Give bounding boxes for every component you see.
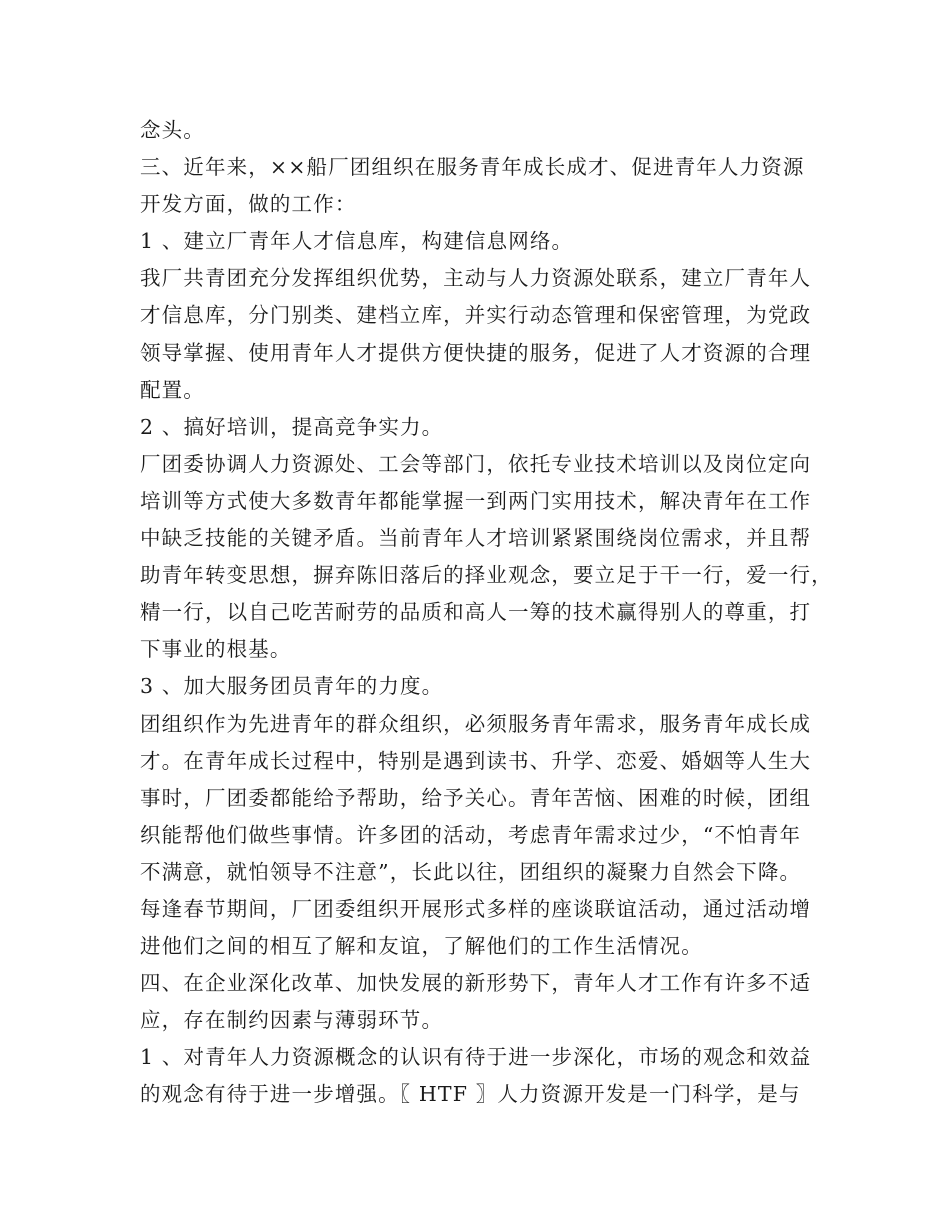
section-heading: 三、近年来，××船厂团组织在服务青年成长成才、促进青年人力资源 [140, 155, 805, 180]
section-heading-continued: 开发方面，做的工作： [140, 192, 357, 217]
text-line: 念头。 [140, 118, 205, 142]
text-line: 配置。 [140, 377, 205, 402]
text-line: 中缺乏技能的关键矛盾。当前青年人才培训紧紧围绕岗位需求，并且帮 [140, 526, 812, 551]
text-line: 织能帮他们做些事情。许多团的活动，考虑青年需求过少，“不怕青年 [140, 822, 802, 847]
text-line: 领导掌握、使用青年人才提供方便快捷的服务，促进了人才资源的合理 [140, 340, 812, 365]
subsection-heading: 2 、搞好培训，提高竞争实力。 [140, 414, 444, 439]
document-body [140, 112, 833, 1114]
text-line: 精一行，以自己吃苦耐劳的品质和高人一筹的技术赢得别人的尊重，打 [140, 600, 812, 625]
subsection-heading: 1 、建立厂青年人才信息库，构建信息网络。 [140, 229, 574, 254]
text-line: 团组织作为先进青年的群众组织，必须服务青年需求，服务青年成长成 [140, 711, 812, 736]
text-line: 每逢春节期间，厂团委组织开展形式多样的座谈联谊活动，通过活动增 [140, 896, 812, 921]
text-line: 事时，厂团委都能给予帮助，给予关心。青年苦恼、困难的时候，团组 [140, 785, 812, 810]
text-line: 的观念有待于进一步增强。〖 HTF 〗人力资源开发是一门科学，是与 [140, 1082, 801, 1107]
text-line: 下事业的根基。 [140, 637, 292, 662]
text-line: 培训等方式使大多数青年都能掌握一到两门实用技术，解决青年在工作 [140, 488, 812, 513]
text-line: 才信息库，分门别类、建档立库，并实行动态管理和保密管理，为党政 [140, 303, 812, 328]
section-heading-continued: 应，存在制约因素与薄弱环节。 [140, 1008, 444, 1033]
text-line: 进他们之间的相互了解和友谊，了解他们的工作生活情况。 [140, 934, 703, 959]
section-heading: 四、在企业深化改革、加快发展的新形势下，青年人才工作有许多不适 [140, 971, 812, 996]
text-line: 厂团委协调人力资源处、工会等部门，依托专业技术培训以及岗位定向 [140, 451, 812, 476]
text-line: 才。在青年成长过程中，特别是遇到读书、升学、恋爱、婚姻等人生大 [140, 748, 812, 773]
text-line: 助青年转变思想，摒弃陈旧落后的择业观念，要立足于干一行，爱一行， [140, 563, 833, 588]
text-line: 我厂共青团充分发挥组织优势，主动与人力资源处联系，建立厂青年人 [140, 266, 812, 291]
text-line: 不满意，就怕领导不注意”，长此以往，团组织的凝聚力自然会下降。 [140, 859, 802, 884]
subsection-heading: 1 、对青年人力资源概念的认识有待于进一步深化，市场的观念和效益 [140, 1045, 812, 1070]
subsection-heading: 3 、加大服务团员青年的力度。 [140, 674, 444, 699]
